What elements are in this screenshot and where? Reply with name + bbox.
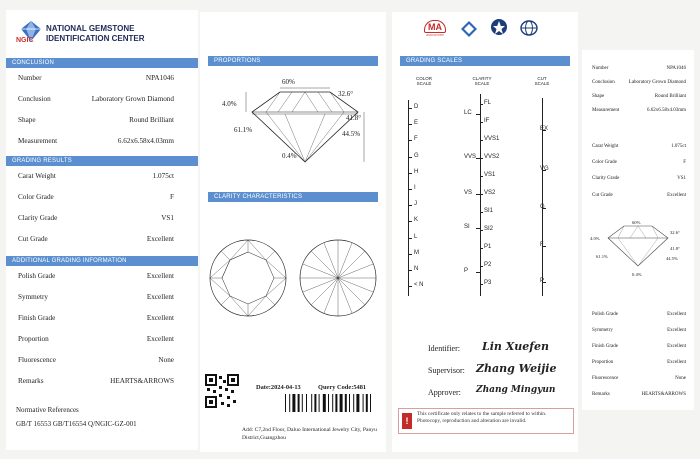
color-grade: I — [414, 185, 416, 191]
ma-badge-text: MA — [424, 20, 446, 33]
mini-label: Fluorescence — [592, 376, 619, 381]
mini-pavilion-angle: 41.8° — [670, 246, 680, 251]
grading-label: Cut Grade — [18, 235, 48, 243]
crown-height: 4.0% — [222, 100, 237, 108]
color-grade-tick — [408, 140, 412, 141]
mini-value: HEARTS&ARROWS — [641, 392, 686, 397]
qr-code-icon — [205, 374, 239, 408]
mini-label: Conclusion — [592, 80, 615, 85]
clarity-grade-tick — [480, 176, 483, 177]
warning-icon: ! — [402, 413, 412, 429]
mini-label: Carat Weight — [592, 144, 619, 149]
query-code: Query Code:5481 — [318, 384, 367, 391]
color-axis — [408, 100, 409, 296]
color-grade: E — [414, 120, 419, 127]
mini-label: Measurement — [592, 108, 620, 113]
clarity-group-tick — [476, 272, 480, 273]
color-grade-tick — [408, 270, 412, 271]
clarity-grade-tick — [480, 140, 483, 141]
color-grade: D — [414, 104, 419, 110]
crown-angle: 32.6° — [338, 90, 354, 98]
mini-value: F — [683, 160, 686, 165]
color-scale-header: COLOR SCALE — [415, 76, 432, 86]
supervisor-signature: Zhang Weijie — [476, 362, 557, 375]
clarity-grade-tick — [480, 266, 483, 267]
grading-label: Carat Weight — [18, 172, 56, 180]
normative-title: Normative References — [16, 406, 79, 414]
cma-badge — [424, 20, 446, 40]
grading-value: Excellent — [146, 235, 174, 243]
additional-value: HEARTS&ARROWS — [110, 377, 174, 385]
clarity-grade: SI1 — [484, 208, 494, 214]
conclusion-label: Measurement — [18, 137, 58, 145]
clarity-grade-tick — [480, 212, 483, 213]
girdle-pct: 61.1% — [234, 126, 253, 134]
clarity-grade: P3 — [484, 280, 492, 286]
supervisor-label: Supervisor: — [428, 366, 465, 375]
mini-label: Remarks — [592, 392, 610, 397]
notice-box — [398, 408, 574, 434]
clarity-group-tick — [476, 228, 480, 229]
lab-address: Add: C7,2nd Floor, Daluo International Jewelry City, Panyu District,Guangzhou — [242, 427, 377, 441]
additional-value: Excellent — [146, 335, 174, 343]
mini-value: VS1 — [677, 176, 686, 181]
clarity-grade: VVS2 — [484, 154, 500, 160]
clarity-grade: P2 — [484, 262, 492, 268]
clarity-grade: FL — [484, 100, 492, 106]
mini-label: Color Grade — [592, 160, 617, 165]
mini-label: Symmetry — [592, 328, 613, 333]
color-grade-tick — [408, 157, 412, 158]
clarity-scale-header: CLARITY SCALE — [472, 76, 492, 86]
grading-value: 1.075ct — [152, 172, 174, 180]
color-grade: J — [414, 201, 417, 208]
approver-signature: Zhang Mingyun — [476, 385, 556, 395]
clarity-grade-tick — [480, 104, 483, 105]
clarity-group-tick — [476, 194, 480, 195]
mini-value: Excellent — [667, 328, 686, 333]
additional-value: None — [158, 356, 174, 364]
results-panel — [6, 10, 198, 450]
color-grade: G — [414, 152, 419, 159]
mini-value: Excellent — [667, 312, 686, 317]
clarity-grade-tick — [480, 284, 483, 285]
conclusion-value: NPA1046 — [145, 74, 174, 82]
section-additional: ADDITIONAL GRADING INFORMATION — [6, 256, 198, 266]
mini-value: Excellent — [667, 360, 686, 365]
color-grade-tick — [408, 124, 412, 125]
proportions-panel — [200, 12, 386, 452]
mini-label: Proportion — [592, 360, 614, 365]
accreditation-star-icon — [490, 18, 508, 38]
additional-value: Excellent — [146, 314, 174, 322]
clarity-group: P — [464, 268, 469, 274]
org-line-2: IDENTIFICATION CENTER — [46, 34, 145, 43]
identifier-signature: Lin Xuefen — [482, 340, 549, 353]
conclusion-value: Laboratory Grown Diamond — [91, 95, 174, 103]
proportion-diagram — [230, 76, 380, 168]
mini-label: Clarity Grade — [592, 176, 620, 181]
cut-grade: EX — [540, 126, 549, 132]
color-grade: L — [414, 233, 418, 240]
clarity-grade: P1 — [484, 244, 492, 250]
mini-label: Shape — [592, 94, 605, 99]
mini-label: Finish Grade — [592, 344, 618, 349]
grading-label: Color Grade — [18, 193, 54, 201]
org-name — [46, 24, 145, 44]
normative-text: GB/T 16553 GB/T16554 Q/NGIC-GZ-001 — [16, 420, 137, 428]
approver-label: Approver: — [428, 388, 461, 397]
mini-value: Excellent — [667, 344, 686, 349]
color-grade: < N — [414, 282, 424, 289]
mini-girdle-pct: 61.1% — [596, 254, 608, 259]
section-clarity-characteristics: CLARITY CHARACTERISTICS — [208, 192, 378, 202]
accreditation-globe-icon — [520, 20, 538, 36]
mini-crown-angle: 32.6° — [670, 230, 680, 235]
clarity-group: VS — [464, 190, 473, 196]
color-grade-tick — [408, 238, 412, 239]
additional-label: Fluorescence — [18, 356, 56, 364]
clarity-grade: IF — [484, 118, 490, 124]
cut-grade: F — [540, 242, 544, 248]
grading-value: VS1 — [161, 214, 174, 222]
color-grade: F — [414, 136, 418, 143]
pavilion-angle: 41.8° — [346, 114, 362, 122]
notice-text: This certificate only relates to the sample referred to within. Photocopy, reproduction and alteration are invalid. — [417, 411, 547, 424]
color-grade-tick — [408, 108, 412, 109]
barcode-icon — [285, 394, 375, 412]
color-grade: M — [414, 249, 419, 256]
clarity-grade-tick — [480, 158, 483, 159]
mini-crown-height: 4.0% — [590, 236, 600, 241]
cut-grade: VG — [540, 166, 549, 172]
color-grade-tick — [408, 189, 412, 190]
additional-label: Remarks — [18, 377, 44, 385]
clarity-group-tick — [476, 158, 480, 159]
additional-label: Finish Grade — [18, 314, 56, 322]
mini-culet-pct: 0.4% — [632, 272, 642, 277]
color-grade-tick — [408, 173, 412, 174]
cut-grade: P — [540, 278, 545, 284]
mini-value: 1.075ct — [671, 144, 686, 149]
additional-value: Excellent — [146, 272, 174, 280]
additional-label: Polish Grade — [18, 272, 56, 280]
clarity-grade: VS2 — [484, 190, 496, 196]
grading-label: Clarity Grade — [18, 214, 58, 222]
clarity-grade-tick — [480, 194, 483, 195]
conclusion-label: Number — [18, 74, 42, 82]
clarity-group: LC — [464, 110, 472, 116]
clarity-plot-crown — [208, 238, 288, 318]
color-grade: K — [414, 217, 419, 224]
clarity-grade-tick — [480, 248, 483, 249]
mini-value: Laboratory Grown Diamond — [628, 80, 686, 85]
clarity-group: SI — [464, 224, 470, 230]
additional-value: Excellent — [146, 293, 174, 301]
additional-label: Proportion — [18, 335, 49, 343]
identifier-label: Identifier: — [428, 344, 460, 353]
conclusion-value: 6.62x6.58x4.03mm — [117, 137, 174, 145]
clarity-plot-pavilion — [298, 238, 378, 318]
conclusion-label: Shape — [18, 116, 36, 124]
clarity-group-tick — [476, 114, 480, 115]
mini-label: Cut Grade — [592, 193, 613, 198]
clarity-grade: VVS1 — [484, 136, 500, 142]
section-proportions: PROPORTIONS — [208, 56, 378, 66]
mini-table-pct: 60% — [632, 220, 641, 225]
clarity-grade: SI2 — [484, 226, 494, 232]
mini-value: Excellent — [667, 193, 686, 198]
conclusion-value: Round Brilliant — [129, 116, 174, 124]
org-short: NGIC — [16, 37, 34, 44]
section-grading-results: GRADING RESULTS — [6, 156, 198, 166]
cut-grade: G — [540, 204, 545, 210]
clarity-grade: VS1 — [484, 172, 496, 178]
ma-badge-number: 202019070387 — [426, 33, 444, 37]
culet-pct: 0.4% — [282, 152, 297, 160]
mini-pavilion-depth: 44.5% — [666, 256, 678, 261]
issue-date: Date:2024-04-13 — [256, 384, 301, 391]
section-conclusion: CONCLUSION — [6, 58, 198, 68]
additional-label: Symmetry — [18, 293, 48, 301]
clarity-grade-tick — [480, 122, 483, 123]
color-grade: H — [414, 168, 419, 175]
color-grade-tick — [408, 254, 412, 255]
conclusion-label: Conclusion — [18, 95, 51, 103]
color-grade: N — [414, 266, 419, 272]
color-grade-tick — [408, 286, 412, 287]
cut-scale-header: CUT SCALE — [534, 76, 550, 86]
clarity-group: VVS — [464, 154, 477, 160]
color-grade-tick — [408, 221, 412, 222]
grading-value: F — [170, 193, 174, 201]
mini-value: NPA1046 — [666, 66, 686, 71]
mini-value: None — [675, 376, 686, 381]
section-grading-scales: GRADING SCALES — [400, 56, 570, 66]
mini-label: Polish Grade — [592, 312, 618, 317]
color-grade-tick — [408, 205, 412, 206]
summary-card — [582, 50, 694, 410]
org-line-1: NATIONAL GEMSTONE — [46, 24, 135, 33]
table-pct: 60% — [282, 78, 295, 86]
accreditation-diamond-icon — [460, 20, 478, 38]
mini-value: Round Brilliant — [654, 94, 686, 99]
pavilion-depth: 44.5% — [342, 130, 361, 138]
scales-panel — [392, 12, 578, 452]
clarity-grade-tick — [480, 230, 483, 231]
mini-label: Number — [592, 66, 609, 71]
mini-value: 6.62x6.58x4.03mm — [646, 108, 686, 113]
